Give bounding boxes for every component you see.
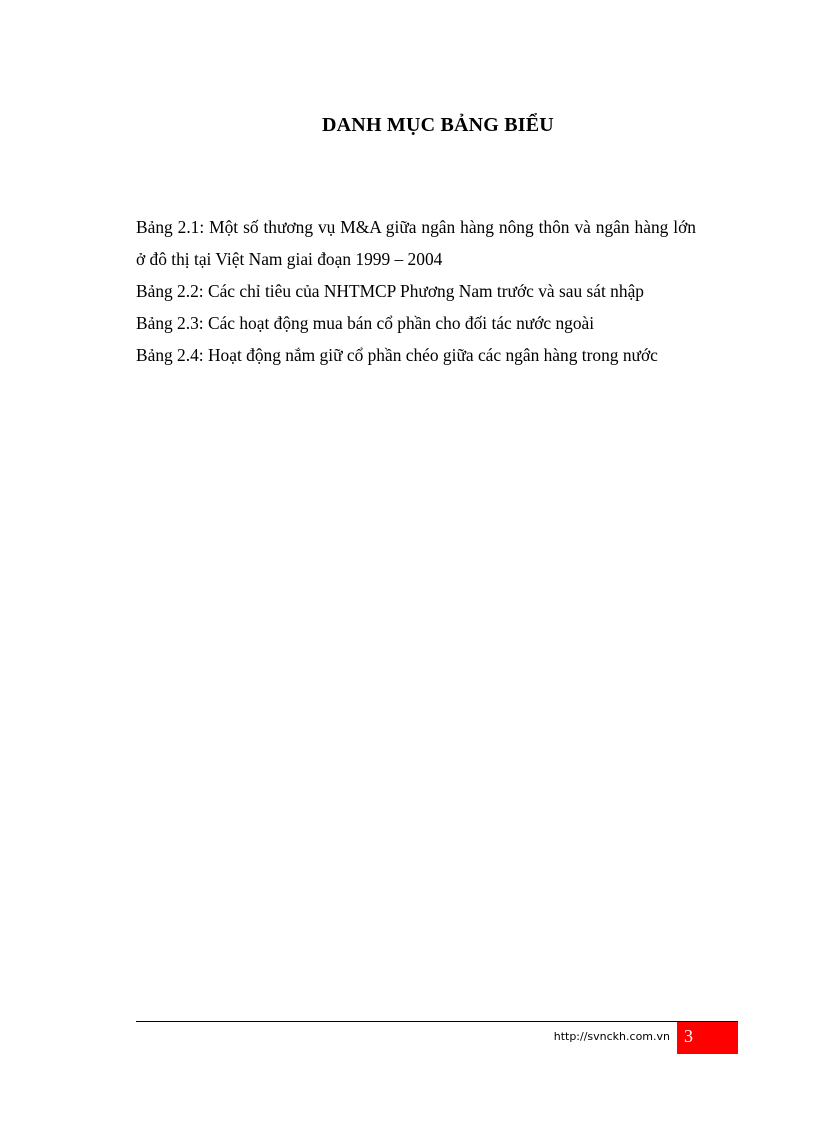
table-entry-2-3: Bảng 2.3: Các hoạt động mua bán cổ phần cho đối tác nước ngoài [136,313,595,333]
table-entry-2-4: Bảng 2.4: Hoạt động nắm giữ cổ phần chéo giữa các ngân hàng trong nước [136,345,658,365]
footer-url: http://svnckh.com.vn [553,1030,670,1043]
table-list [136,211,696,371]
page-number: 3 [684,1026,693,1046]
table-entry-2-2: Bảng 2.2: Các chỉ tiêu của NHTMCP Phương Nam trước và sau sát nhập [136,281,644,301]
page-title: DANH MỤC BẢNG BIỂU [322,114,554,136]
footer-divider [136,1021,738,1022]
page-number-badge [677,1022,738,1054]
table-entry-2-1: Bảng 2.1: Một số thương vụ M&A giữa ngân hàng nông thôn và ngân hàng lớn ở đô thị tại Việt Nam giai đoạn 1999 – 2004 [136,217,696,269]
